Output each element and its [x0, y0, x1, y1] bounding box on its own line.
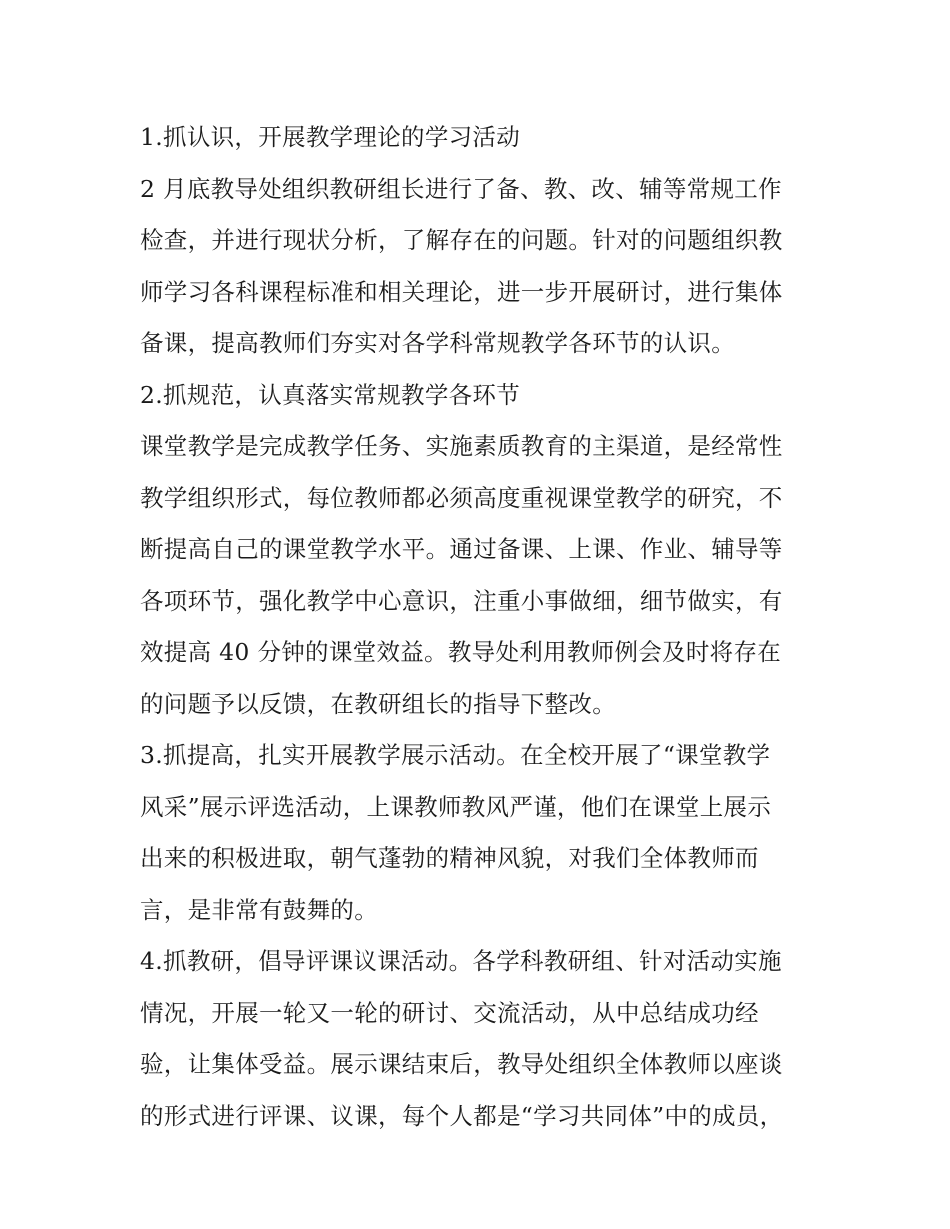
- paragraph-line: 的形式进行评课、议课，每个人都是“学习共同体”中的成员，: [140, 1101, 784, 1130]
- paragraph-line: 教学组织形式，每位教师都必须高度重视课堂教学的研究，不: [140, 483, 783, 512]
- paragraph-line: 检查，并进行现状分析，了解存在的问题。针对的问题组织教: [140, 226, 783, 254]
- paragraph-line: 2 月底教导处组织教研组长进行了备、教、改、辅等常规工作: [140, 174, 782, 203]
- paragraph-line: 风采”展示评选活动，上课教师教风严谨，他们在课堂上展示: [140, 792, 772, 821]
- paragraph-line: 各项环节，强化教学中心意识，注重小事做细，细节做实，有: [140, 586, 783, 615]
- item-line-3: 3.抓提高，扎实开展教学展示活动。在全校开展了“课堂教学: [140, 741, 771, 769]
- paragraph-line: 情况，开展一轮又一轮的研讨、交流活动，从中总结成功经: [140, 998, 759, 1027]
- paragraph-line: 验，让集体受益。展示课结束后，教导处组织全体教师以座谈: [140, 1050, 783, 1078]
- heading-line-1: 1.抓认识，开展教学理论的学习活动: [140, 123, 521, 151]
- paragraph-line: 断提高自己的课堂教学水平。通过备课、上课、作业、辅导等: [140, 535, 783, 563]
- paragraph-line: 课堂教学是完成教学任务、实施素质教育的主渠道，是经常性: [140, 432, 783, 460]
- paragraph-line: 师学习各科课程标准和相关理论，进一步开展研讨，进行集体: [140, 277, 783, 306]
- item-line-4: 4.抓教研，倡导评课议课活动。各学科教研组、针对活动实施: [140, 947, 782, 975]
- paragraph-line: 效提高 40 分钟的课堂效益。教导处利用教师例会及时将存在: [140, 638, 782, 666]
- document-body: [140, 112, 820, 1142]
- heading-line-2: 2.抓规范，认真落实常规教学各环节: [140, 380, 521, 409]
- paragraph-line: 言，是非常有鼓舞的。: [140, 895, 378, 924]
- paragraph-line: 备课，提高教师们夯实对各学科常规教学各环节的认识。: [140, 329, 735, 357]
- paragraph-line: 的问题予以反馈，在教研组长的指导下整改。: [140, 689, 616, 718]
- paragraph-line: 出来的积极进取，朝气蓬勃的精神风貌，对我们全体教师而: [140, 844, 759, 872]
